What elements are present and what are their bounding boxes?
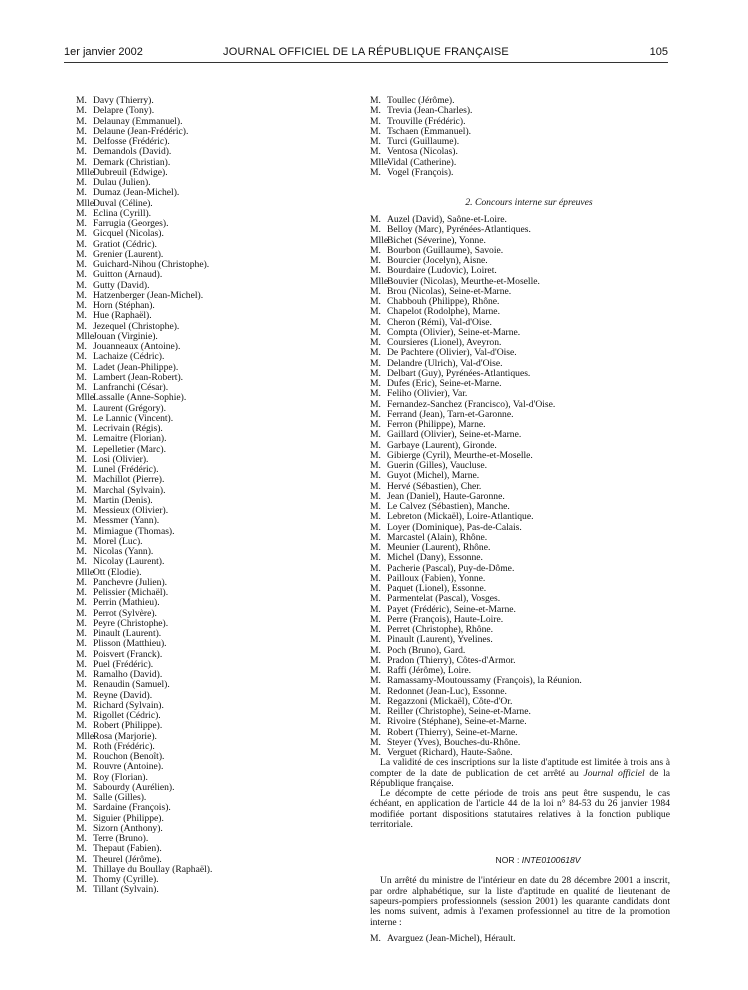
civility: M. [370, 490, 381, 502]
candidate-name: Perrin (Mathieu). [93, 597, 160, 609]
candidate-name: Pelissier (Michaël). [93, 587, 169, 598]
candidate-name: Marcastel (Alain), Rhône. [387, 531, 488, 543]
candidate-name: Demark (Christian). [93, 156, 171, 168]
civility: M. [370, 644, 381, 656]
candidate-name: Sardaine (François). [93, 802, 171, 814]
candidate-name: Jean (Daniel), Haute-Garonne. [387, 490, 505, 502]
civility: M. [76, 720, 87, 732]
candidate-name: Feliho (Olivier), Var. [387, 388, 468, 400]
civility: M. [370, 105, 381, 117]
candidate-name: Rigollet (Cédric). [93, 710, 161, 721]
candidate-name: Poch (Bruno), Gard. [387, 644, 466, 656]
candidate-name: Messmer (Yann). [93, 515, 160, 527]
civility: M. [76, 371, 87, 383]
candidate-name: Lunel (Frédéric). [93, 464, 159, 475]
candidate-name: Machillot (Pierre). [93, 474, 165, 486]
candidate-name: Poisvert (Franck). [93, 648, 163, 660]
civility: M. [76, 812, 87, 824]
candidate-name: Coursieres (Lionel), Aveyron. [387, 337, 502, 348]
concours-list [370, 215, 670, 758]
civility: M. [76, 423, 87, 434]
civility: M. [76, 259, 87, 270]
candidate-name: Puel (Frédéric). [93, 658, 154, 670]
civility: M. [76, 238, 87, 250]
candidate-name: Ventosa (Nicolas). [387, 146, 458, 158]
civility: M. [76, 802, 87, 814]
header-journal-title: JOURNAL OFFICIEL DE LA RÉPUBLIQUE FRANÇAISE [223, 46, 509, 58]
candidate-name: Perrot (Sylvère). [93, 607, 157, 619]
civility: M. [370, 665, 381, 676]
candidate-name: Redonnet (Jean-Luc), Essonne. [387, 685, 507, 697]
civility: M. [370, 367, 381, 379]
candidate-name: Richard (Sylvain). [93, 699, 164, 711]
civility: M. [370, 552, 381, 564]
civility: M. [370, 337, 381, 348]
candidate-name: Robert (Thierry), Seine-et-Marne. [387, 726, 518, 738]
civility: M. [76, 658, 87, 670]
candidate-name: Delaunay (Emmanuel). [93, 115, 183, 127]
civility: M. [370, 136, 381, 147]
candidate-name: Thomy (Cyrille). [93, 874, 159, 885]
left-column [76, 96, 336, 896]
civility: M. [370, 624, 381, 635]
civility: M. [76, 638, 87, 650]
candidate-name: Delaune (Jean-Frédéric). [93, 125, 189, 137]
civility: M. [76, 587, 87, 598]
civility: M. [370, 531, 381, 543]
civility: M. [76, 505, 87, 516]
candidate-name: Roy (Florian). [93, 771, 148, 783]
civility: M. [76, 556, 87, 568]
civility: M. [76, 781, 87, 793]
civility: M. [370, 125, 381, 137]
civility: Mlle [370, 234, 389, 246]
civility: M. [76, 751, 87, 762]
candidate-name: Fernandez-Sanchez (Francisco), Val-d'Oise. [387, 398, 556, 410]
civility: M. [76, 382, 87, 393]
candidate-name: Tschaen (Emmanuel). [387, 125, 472, 137]
civility: M. [76, 320, 87, 332]
civility: M. [76, 289, 87, 301]
civility: M. [76, 822, 87, 834]
candidate-name: Regazzoni (Mickaël), Côte-d'Or. [387, 695, 513, 707]
candidate-name: Auzel (David), Saône-et-Loire. [387, 214, 507, 225]
civility: M. [370, 685, 381, 697]
candidate-name: Guichard-Nihou (Christophe). [93, 259, 210, 270]
candidate-name: Salle (Gilles). [93, 792, 147, 803]
candidate-name: Belloy (Marc), Pyrénées-Atlantiques. [387, 224, 531, 236]
candidate-name: Jouanneaux (Antoine). [93, 341, 181, 352]
candidate-name: Jezequel (Christophe). [93, 320, 180, 332]
paragraph-arrete: Un arrêté du ministre de l'intérieur en date du 28 décembre 2001 a inscrit, par ordre alphabétique, sur la liste d'aptitude en qualité de lieutenant de sapeurs-pompiers professionnels (session 2001) les quarante candidats dont les noms suivent, admis à l'examen professionnel au titre de la promotion interne : [370, 875, 670, 928]
civility: M. [76, 515, 87, 527]
paragraph-decompte: Le décompte de cette période de trois ans peut être suspendu, le cas échéant, en application de l'article 44 de la loi n° 84-53 du 26 janvier 1984 modifiée portant dispositions statutaires relatives à la fonction publique territoriale. [370, 788, 670, 831]
candidate-name: Vogel (François). [387, 166, 454, 178]
candidate-name: Turci (Guillaume). [387, 136, 460, 147]
candidate-name: Hue (Raphaël). [93, 310, 152, 322]
candidate-name: Lanfranchi (César). [93, 382, 169, 393]
candidate-name: Gibierge (Cyril), Meurthe-et-Moselle. [387, 449, 533, 461]
candidate-name: Renaudin (Samuel). [93, 679, 170, 691]
candidate-name: Gaillard (Olivier), Seine-et-Marne. [387, 429, 522, 441]
civility: M. [76, 433, 87, 445]
civility: M. [370, 593, 381, 605]
candidate-name: Sizorn (Anthony). [93, 822, 163, 834]
civility: M. [76, 177, 87, 188]
civility: M. [370, 429, 381, 441]
civility: M. [370, 357, 381, 369]
candidate-name: Rosa (Marjorie). [93, 730, 157, 742]
candidate-name: Steyer (Yves), Bouches-du-Rhône. [387, 736, 521, 748]
candidate-name: Lassalle (Anne-Sophie). [93, 392, 187, 404]
civility: M. [370, 706, 381, 717]
candidate-name: Thepaut (Fabien). [93, 843, 162, 855]
candidate-name: Tillant (Sylvain). [93, 884, 159, 896]
candidate-name: Perret (Christophe), Rhône. [387, 624, 494, 635]
civility: Mlle [370, 275, 389, 287]
candidate-name: Lambert (Jean-Robert). [93, 371, 184, 383]
candidate-name: Cheron (Rémi), Val-d'Oise. [387, 316, 492, 328]
candidate-name: Le Lannic (Vincent). [93, 412, 174, 424]
candidate-name: Ladet (Jean-Philippe). [93, 361, 179, 373]
candidate-name: Ferron (Philippe), Marne. [387, 419, 486, 430]
list-item [370, 168, 670, 178]
civility: M. [76, 833, 87, 844]
civility: M. [76, 710, 87, 721]
civility: M. [76, 412, 87, 424]
civility: M. [76, 351, 87, 363]
candidate-name: Plisson (Matthieu). [93, 638, 167, 650]
section-title: 2. Concours interne sur épreuves [465, 197, 593, 208]
candidate-name: Davy (Thierry). [93, 95, 154, 106]
civility: Mlle [76, 392, 95, 404]
candidate-name: Compta (Olivier), Seine-et-Marne. [387, 326, 521, 338]
civility: M. [76, 576, 87, 588]
civility: Mlle [76, 166, 95, 178]
civility: M. [370, 562, 381, 574]
candidate-name: Lepelletier (Marc). [93, 443, 166, 455]
candidate-name: Parmentelat (Pascal), Vosges. [387, 593, 501, 605]
civility: M. [76, 187, 87, 199]
civility: M. [76, 494, 87, 506]
civility: Mlle [370, 156, 389, 168]
final-entry [370, 934, 670, 944]
civility: M. [76, 95, 87, 106]
name-list-left [76, 96, 336, 896]
civility: M. [370, 306, 381, 318]
civility: M. [370, 716, 381, 728]
list-item [76, 885, 336, 895]
civility: M. [76, 679, 87, 691]
candidate-name: Delbart (Guy), Pyrénées-Atlantiques. [387, 367, 531, 379]
candidate-name: Trouville (Frédéric). [387, 115, 466, 127]
civility: M. [76, 341, 87, 352]
civility: M. [76, 884, 87, 896]
candidate-name: Chabbouh (Philippe), Rhône. [387, 296, 500, 307]
civility: M. [370, 634, 381, 646]
civility: M. [370, 378, 381, 389]
candidate-name: Ramalho (David). [93, 669, 163, 680]
candidate-name: Marchal (Sylvain). [93, 484, 166, 496]
candidate-name: Guitton (Arnaud). [93, 269, 163, 281]
name-list-right-top [370, 96, 670, 178]
candidate-name: Reyne (David). [93, 689, 153, 701]
civility: M. [76, 146, 87, 158]
candidate-name: Michel (Dany), Essonne. [387, 552, 483, 564]
paragraph-validity: La validité de ces inscriptions sur la liste d'aptitude est limitée à trois ans à compter de la date de publication de cet arrêté au Journal officiel de la République française. [370, 757, 671, 789]
candidate-name: Lebreton (Mickaël), Loire-Atlantique. [387, 511, 534, 523]
civility: M. [76, 740, 87, 752]
civility: M. [76, 136, 87, 147]
civility: M. [76, 484, 87, 496]
candidate-name: Sabourdy (Aurélien). [93, 781, 175, 793]
candidate-name: Toullec (Jérôme). [387, 95, 455, 106]
civility: M. [76, 689, 87, 701]
candidate-name: Pradon (Thierry), Côtes-d'Armor. [387, 654, 516, 666]
nor-reference: NOR : INTE0100618V [495, 855, 581, 866]
civility: M. [370, 675, 381, 687]
candidate-name: Dulau (Julien). [93, 177, 151, 188]
civility: M. [76, 648, 87, 660]
civility: M. [76, 771, 87, 783]
candidate-name: Bouvier (Nicolas), Meurthe-et-Moselle. [387, 275, 540, 287]
civility: M. [76, 628, 87, 639]
civility: M. [370, 603, 381, 615]
candidate-name: Pailloux (Fabien), Yonne. [387, 572, 486, 584]
civility: M. [370, 398, 381, 410]
civility: M. [370, 326, 381, 338]
candidate-name: Lecrivain (Régis). [93, 423, 163, 434]
candidate-name: Demandols (David). [93, 146, 172, 158]
candidate-name: Payet (Frédéric), Seine-et-Marne. [387, 603, 516, 615]
candidate-name: Laurent (Grégory). [93, 402, 166, 414]
right-column [370, 96, 670, 944]
candidate-name: Trevia (Jean-Charles). [387, 105, 473, 117]
page-header [64, 46, 668, 62]
civility: M. [76, 279, 87, 291]
civility: M. [370, 613, 381, 625]
candidate-name: Losi (Olivier). [93, 453, 149, 465]
civility: M. [76, 863, 87, 875]
candidate-name: Lemaitre (Florian). [93, 433, 167, 445]
candidate-name: Nicolay (Laurent). [93, 556, 165, 568]
candidate-name: Raffi (Jérôme), Loire. [387, 665, 472, 676]
civility: M. [76, 874, 87, 885]
civility: M. [370, 470, 381, 482]
civility: Mlle [76, 730, 95, 742]
candidate-name: Lachaize (Cédric). [93, 351, 165, 363]
civility: M. [76, 792, 87, 803]
candidate-name: Horn (Stéphan). [93, 300, 155, 311]
candidate-name: Farrugia (Georges). [93, 218, 169, 229]
candidate-name: Gratiot (Cédric). [93, 238, 157, 250]
candidate-name: Dufes (Eric), Seine-et-Marne. [387, 378, 502, 389]
civility: M. [76, 464, 87, 475]
civility: M. [370, 265, 381, 277]
candidate-name: Mimiague (Thomas). [93, 525, 175, 537]
candidate-name: Delandre (Ulrich), Val-d'Oise. [387, 357, 503, 369]
candidate-name: Pinault (Laurent). [93, 628, 162, 639]
civility: M. [370, 255, 381, 266]
candidate-name: Panchevre (Julien). [93, 576, 168, 588]
candidate-name: Theurel (Jérôme). [93, 853, 162, 865]
civility: M. [370, 95, 381, 106]
civility: M. [76, 218, 87, 229]
civility: M. [76, 125, 87, 137]
candidate-name: Reiller (Christophe), Seine-et-Marne. [387, 706, 531, 717]
candidate-name: Delfosse (Frédéric). [93, 136, 170, 147]
candidate-name: Delapre (Tony). [93, 105, 155, 117]
civility: M. [76, 248, 87, 260]
candidate-name: Rouchon (Benoît). [93, 751, 165, 762]
civility: Mlle [76, 330, 95, 342]
civility: M. [76, 853, 87, 865]
civility: M. [76, 546, 87, 557]
candidate-name: Duval (Céline). [93, 197, 153, 209]
candidate-name: Jouan (Virginie). [93, 330, 158, 342]
civility: M. [370, 460, 381, 471]
candidate-name: Bourcier (Jocelyn), Aisne. [387, 255, 488, 266]
civility: M. [76, 361, 87, 373]
civility: M. [76, 207, 87, 219]
candidate-name: Vidal (Catherine). [387, 156, 457, 168]
civility: M. [370, 511, 381, 523]
candidate-name: Avarguez (Jean-Michel), Hérault. [387, 932, 516, 944]
candidate-name: Morel (Luc). [93, 535, 143, 547]
candidate-name: Terre (Bruno). [93, 833, 149, 844]
candidate-name: Messieux (Olivier). [93, 505, 169, 516]
civility: M. [76, 525, 87, 537]
civility: Mlle [76, 566, 95, 578]
candidate-name: Meunier (Laurent), Rhône. [387, 542, 491, 553]
candidate-name: Chapelot (Rodolphe), Marne. [387, 306, 500, 318]
candidate-name: Ramassamy-Moutoussamy (François), la Réunion. [387, 675, 582, 687]
header-page-number: 105 [649, 46, 668, 58]
candidate-name: Guerin (Gilles), Vaucluse. [387, 460, 487, 471]
civility: M. [370, 542, 381, 553]
candidate-name: Gutty (David). [93, 279, 150, 291]
civility: M. [76, 310, 87, 322]
candidate-name: Ferrand (Jean), Tarn-et-Garonne. [387, 408, 514, 420]
candidate-name: Ott (Elodie). [93, 566, 142, 578]
civility: M. [370, 736, 381, 748]
candidate-name: Perre (François), Haute-Loire. [387, 613, 504, 625]
candidate-name: Le Calvez (Sébastien), Manche. [387, 501, 510, 512]
candidate-name: Thillaye du Boullay (Raphaël). [93, 863, 213, 875]
candidate-name: Robert (Philippe). [93, 720, 163, 732]
civility: M. [76, 156, 87, 168]
candidate-name: Siguier (Philippe). [93, 812, 164, 824]
civility: M. [370, 480, 381, 492]
civility: M. [76, 228, 87, 240]
civility: M. [370, 296, 381, 307]
candidate-name: Dumaz (Jean-Michel). [93, 187, 180, 199]
civility: M. [370, 572, 381, 584]
candidate-name: Paquet (Lionel), Essonne. [387, 583, 487, 594]
candidate-name: Verguet (Richard), Haute-Saône. [387, 747, 513, 758]
civility: M. [76, 453, 87, 465]
candidate-name: Gicquel (Nicolas). [93, 228, 164, 240]
civility: M. [370, 285, 381, 297]
civility: M. [370, 347, 381, 359]
candidate-name: Bourbon (Guillaume), Savoie. [387, 244, 504, 256]
civility: M. [370, 388, 381, 400]
candidate-name: Brou (Nicolas), Seine-et-Marne. [387, 285, 512, 297]
candidate-name: Rouvre (Antoine). [93, 761, 164, 773]
civility: M. [76, 669, 87, 680]
civility: M. [370, 214, 381, 225]
civility: M. [76, 269, 87, 281]
candidate-name: Dubreuil (Edwige). [93, 166, 168, 178]
civility: M. [76, 843, 87, 855]
civility: M. [76, 535, 87, 547]
civility: M. [76, 115, 87, 127]
civility: M. [370, 146, 381, 158]
candidate-name: Rivoire (Stéphane), Seine-et-Marne. [387, 716, 527, 728]
civility: M. [370, 747, 381, 758]
candidate-name: Peyre (Christophe). [93, 617, 169, 629]
civility: M. [76, 597, 87, 609]
civility: M. [370, 654, 381, 666]
civility: M. [76, 474, 87, 486]
candidate-name: Pacherie (Pascal), Puy-de-Dôme. [387, 562, 515, 574]
candidate-name: Pinault (Laurent), Yvelines. [387, 634, 493, 646]
civility: M. [76, 761, 87, 773]
civility: M. [370, 449, 381, 461]
civility: M. [76, 402, 87, 414]
civility: M. [76, 607, 87, 619]
candidate-name: Roth (Frédéric). [93, 740, 155, 752]
candidate-name: Hatzenberger (Jean-Michel). [93, 289, 204, 301]
civility: M. [370, 115, 381, 127]
civility: M. [370, 932, 381, 944]
candidate-name: Nicolas (Yann). [93, 546, 154, 557]
candidate-name: Guyot (Michel), Marne. [387, 470, 480, 482]
candidate-name: Bourdaire (Ludovic), Loiret. [387, 265, 497, 277]
civility: M. [76, 105, 87, 117]
candidate-name: Martin (Denis). [93, 494, 153, 506]
candidate-name: Hervé (Sébastien), Cher. [387, 480, 482, 492]
candidate-name: Garbaye (Laurent), Gironde. [387, 439, 497, 451]
candidate-name: Eclina (Cyrill). [93, 207, 152, 219]
civility: M. [76, 699, 87, 711]
civility: M. [76, 617, 87, 629]
civility: M. [370, 695, 381, 707]
civility: M. [76, 443, 87, 455]
civility: M. [370, 166, 381, 178]
candidate-name: Grenier (Laurent). [93, 248, 164, 260]
civility: M. [370, 316, 381, 328]
civility: M. [370, 439, 381, 451]
civility: M. [370, 408, 381, 420]
header-date: 1er janvier 2002 [64, 46, 143, 58]
civility: M. [370, 501, 381, 512]
civility: M. [370, 224, 381, 236]
civility: M. [370, 419, 381, 430]
civility: M. [370, 726, 381, 738]
candidate-name: De Pachtere (Olivier), Val-d'Oise. [387, 347, 517, 359]
civility: M. [370, 244, 381, 256]
civility: Mlle [76, 197, 95, 209]
header-rule [64, 62, 668, 63]
civility: M. [370, 583, 381, 594]
civility: M. [370, 521, 381, 533]
candidate-name: Loyer (Dominique), Pas-de-Calais. [387, 521, 522, 533]
civility: M. [76, 300, 87, 311]
candidate-name: Bichet (Séverine), Yonne. [387, 234, 486, 246]
